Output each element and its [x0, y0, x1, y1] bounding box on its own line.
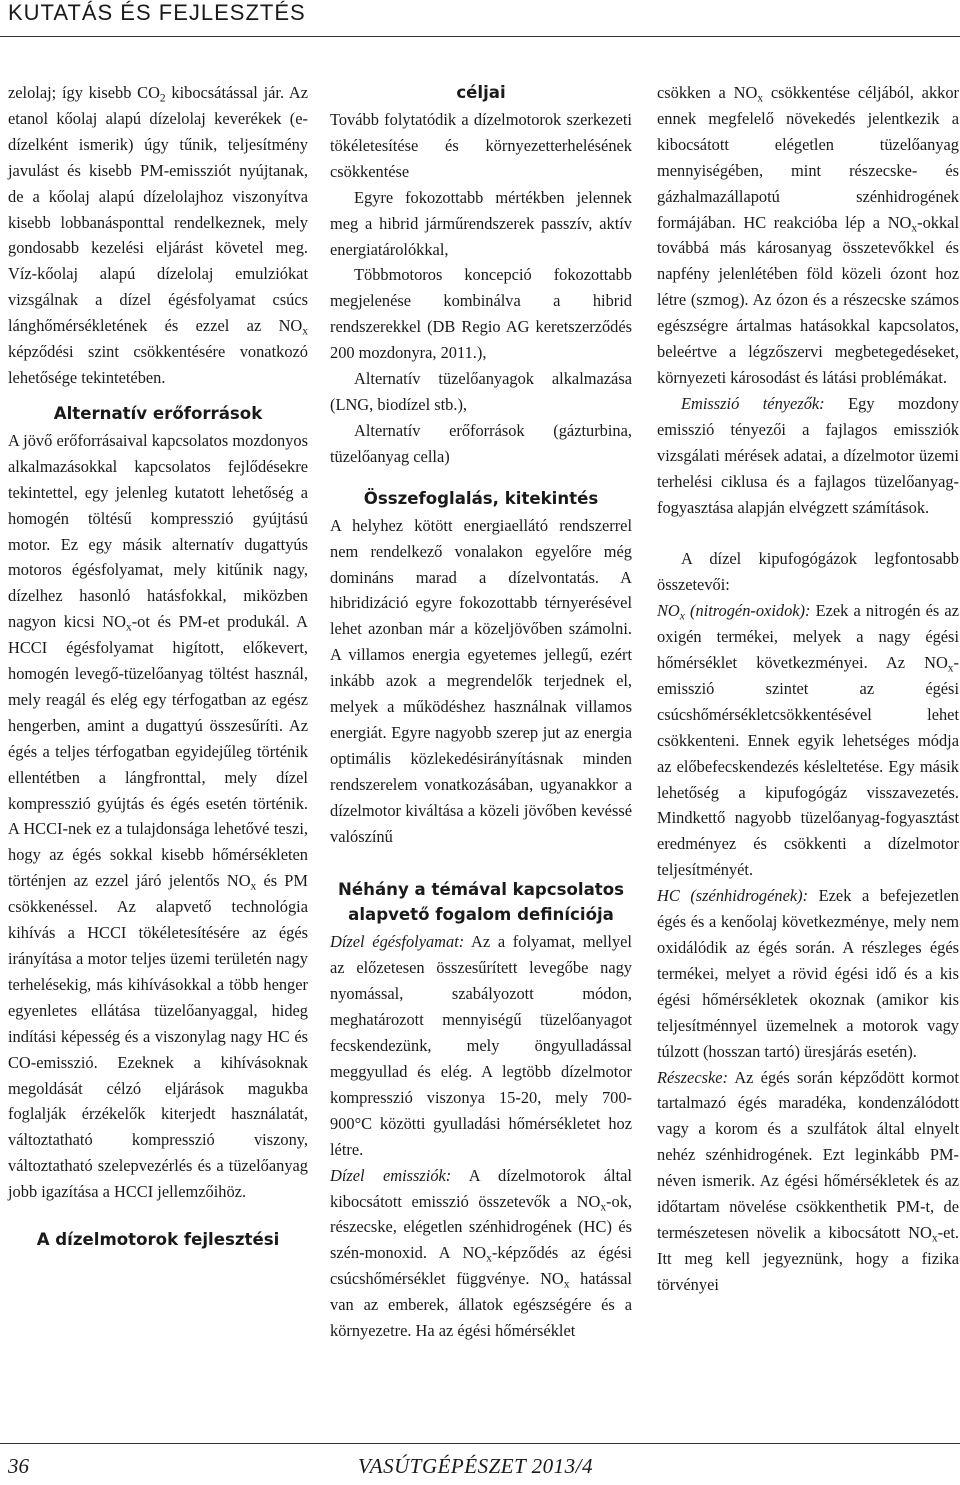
heading-diesel-development: A dízelmotorok fejlesztési [36, 1230, 280, 1250]
heading-summary: Összefoglalás, kitekintés [363, 488, 599, 508]
heading-alternative-power: Alternatív erőforrások [53, 403, 263, 423]
column-1 [8, 80, 308, 1254]
journal-name: VASÚTGÉPÉSZET 2013/4 [358, 1454, 593, 1478]
column-2 [330, 80, 632, 1344]
paragraph-hcci: A jövő erőforrásaival kapcsolatos mozdonyos alkalmazásokkal kapcsolatos fejlődésekre tekintettel, egy jelenleg kutatott lehetőség a homogén töltésű kompresszió gyújtású motor. Ez egy másik alternatív dugattyús motoros égésfolyamat, mely kitűnik nagy, dízelhez hasonló hatásfokkal, miközben nagyon kicsi $NO_x-ot$ és PM-et produkál. A HCCI égésfolyamat higított, előkevert, homogén levegő-tüzelőanyag töltést használ, mely reagál és elég egy térfogatban az egész hengerben, amint a dugattyú összesűríti. Az égés a teljes térfogatban egyidejűleg történik ellentétben a lángfronttal, mely dízel kompresszió gyújtás és égés esetén történik. A HCCI-nek ez a tulajdonsága lehetővé teszi, hogy az égés sokkal kisebb hőmérsékleten történjen az ezzel járó jelentős $NO_x$ és PM csökkenéssel. Az alapvető technológia kihívás a HCCI tökéletesítésére az égés irányítása a motor teljes üzemi területén nagy terhelésekig, más kihívásokkal a több henger egyenletes ellátása tüzelőanyaggal, hideg indítási képesség és a viszonylag nagy HC és CO-emisszió. Ezeknek a kihívásoknak megoldását célzó eljárások magukba foglalják érzékelők kiterjedt használatát, változtatható kompresszió viszony, változtatható szelepvezérlés és a tüzelőanyag jobb igazítása a HCCI jellemzőihöz. [8, 430, 308, 1202]
definition-diesel-emissions: Dízel emissziók: A dízelmotorok által kibocsátott emisszió összetevők a $NO_x-ok$, részecske, elégetlen szénhidrogének (HC) és szén-monoxid. A $NO_x$-képződés az égési csúcshőmérséklet függvénye. $NO_x$ hatással van az emberek, állatok egészségére és a környezetre. Ha az égési hőmérséklet [330, 1165, 632, 1341]
goal-item: Alternatív tüzelőanyagok alkalmazása (LNG, biodízel stb.), [330, 369, 632, 414]
footer-rule [0, 1443, 960, 1444]
definition-nox: $NO_x$ (nitrogén-oxidok): Ezek a nitrogén és az oxigén termékei, melyek a nagy égési hőmérséklet következményei. Az $NO_x$-emisszió szintet az égési csúcshőmérsékletcsökkentésével lehet csökkenteni. Ennek egyik lehetséges módja az előbefecskendezés késleltetése. Egy másik lehetőség a kipufogógáz visszavezetés. Mindkettő nagyobb tüzelőanyag-fogyasztást eredményez és csökkenti a dízelmotor teljesítményét. [657, 601, 959, 880]
running-header: KUTATÁS ÉS FEJLESZTÉS [8, 0, 306, 25]
heading-definitions: Néhány a témával kapcsolatos alapvető fogalom definíciója [337, 880, 624, 925]
definition-hc: HC (szénhidrogének): Ezek a befejezetlen égés és a kenőolaj következménye, mely nem oxidálódik az égés során. A részleges égés termékei, melyet a rövid égési idő és a kis égési hőmérsékletek okoznak (amikor kis teljesítménnyel üzemelnek a motorok vagy túlzott (hosszan tartó) üresjárás esetén). [657, 886, 959, 1061]
paragraph-etanol: zelolaj; így kisebb $CO_2$ kibocsátással jár. Az etanol kőolaj alapú dízelolaj keverékek (e-dízelként ismerik) úgy tűnik, teljesítmény javulást és kisebb PM-emissziót nyújtanak, de a kőolaj alapú dízelolajhoz viszonyítva kisebb lobbanásponttal rendelkeznek, mely gondosabb kezelési eljárást követel meg. Víz-kőolaj alapú dízelolaj emulziókat vizsgálnak a dízel égésfolyamat csúcs lánghőmérsékletének és ezzel az $NO_x$ képződési szint csökkentésére vonatkozó lehetősége tekintetében. [8, 83, 308, 387]
goal-item: Alternatív erőforrások (gázturbina, tüzelőanyag cella) [330, 420, 632, 466]
paragraph-nox-reduction: csökken a $NO_x$ csökkentése céljából, akkor ennek megfelelő növekedés jelentkezik a kibocsátott elégetlen tüzelőanyag mennyiségében, mint részecske- és gázhalmazállapotú szénhidrogének formájában. HC reakcióba lép a $NO_x$-okkal továbbá más károsanyag összetevőkkel és napfény jelenlétében föld közeli ózont hoz létre (szmog). Az ózon és a részecske számos egészségre ártalmas hatásokkal kapcsolatos, beleértve a légzőszervi megbetegedéseket, környezeti károsodást és látási problémákat. [657, 83, 960, 387]
definition-emission-factors: Emisszió tényezők: Egy mozdony emisszió tényezői a fajlagos emissziók vizsgálati mérések adatai, a dízelmotor üzemi terhelési ciklusa és a fajlagos tüzelőanyag-fogyasztása alapján elvégzett számítások. [657, 393, 959, 517]
paragraph-exhaust-components: A dízel kipufogógázok legfontosabb összetevői: [657, 549, 959, 595]
heading-goals: céljai [456, 83, 506, 102]
page-number: 36 [8, 1454, 29, 1478]
goal-item: Tovább folytatódik a dízelmotorok szerkezeti tökéletesítése és környezetterhelésének csökkentése [330, 110, 632, 181]
definition-particulates: Részecske: Az égés során képződött kormot tartalmazó égés maradéka, kondenzálódott vagy a korom és a szulfátok által elnyelt nehéz szénhidrogének. Ezt leginkább PM-néven ismerik. Az égési hőmérsékletek és az időtartam növelése csökkenthetik PM-t, de természetesen növelik a kibocsátott $NO_x-et$. Itt meg kell jegyeznünk, hogy a fizika törvényei [657, 1067, 959, 1294]
paragraph-summary: A helyhez kötött energiaellátó rendszerrel nem rendelkező vonalakon egyelőre még domináns marad a dízelvontatás. A hibridizáció egyre fokozottabb térnyerésével lehet azonban már a közeljövőben számolni. A villamos energia egyetemes jellegű, ezért inkább azok a megrendelők terjednek el, melyek a működéshez használnak villamos energiát. Egyre nagyobb szerep jut az energia optimális közlekedésirányításnak minden rendszerelem vonatkozásában, ugyanakkor a dízelmotor kiváltása a közeli jövőben kevéssé valószínű [330, 515, 632, 846]
goal-item: Többmotoros koncepció fokozottabb megjelenése kombinálva a hibrid rendszerekkel (DB Regio AG keretszerződés 200 mozdonyra, 2011.), [330, 265, 632, 363]
definition-diesel-combustion: Dízel égésfolyamat: Az a folyamat, mellyel az előzetesen összesűrített levegőbe nagy nyomással, szabályozott módon, meghatározott mennyiségű tüzelőanyagot fecskendezünk, mely öngyulladással meggyullad és elég. A legtöbb dízelmotor kompresszió viszonya 15-20, mely 700-900°C közötti gyulladási hőmérsékletet hoz létre. [330, 932, 632, 1159]
column-3 [657, 80, 959, 1298]
header-rule [0, 36, 960, 37]
goal-item: Egyre fokozottabb mértékben jelennek meg a hibrid járműrendszerek passzív, aktív energiatárolókkal, [330, 187, 632, 259]
